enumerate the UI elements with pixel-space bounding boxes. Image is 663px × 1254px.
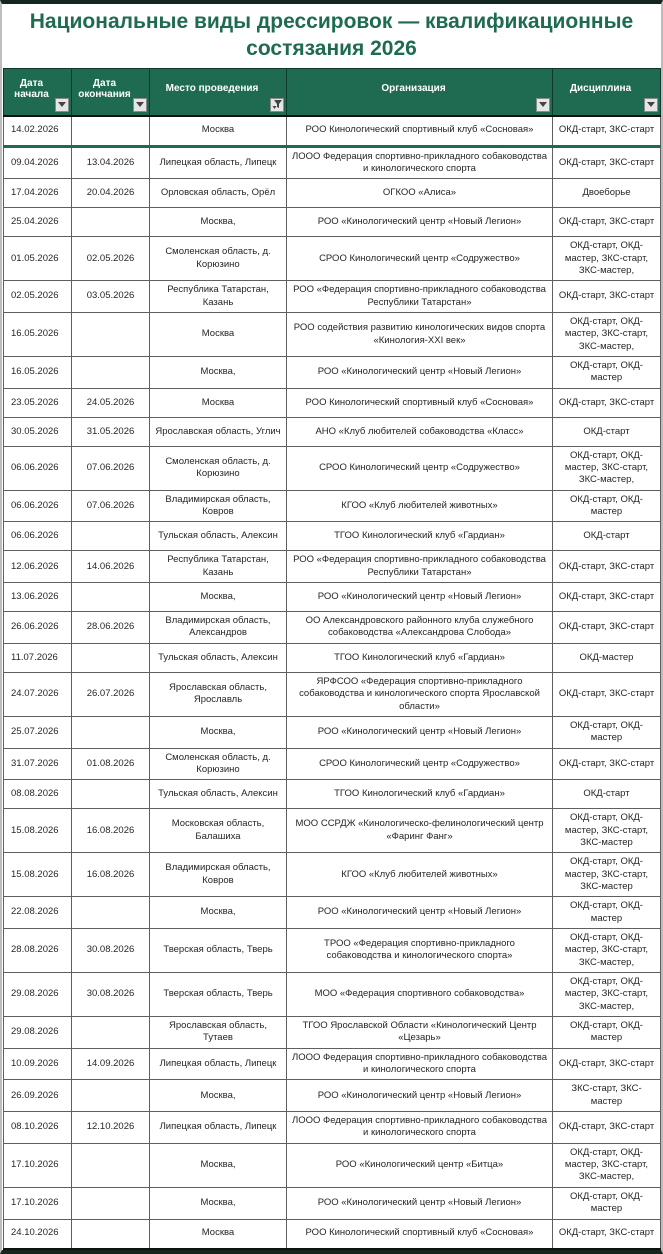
cell-organization[interactable]: ОГКОО «Алиса» [287,179,553,208]
table-row [4,146,661,179]
chevron-down-icon [539,102,547,107]
table-row [4,1112,661,1144]
cell-organization[interactable]: ТГОО Кинологический клуб «Гардиан» [287,643,553,672]
cell-discipline[interactable]: ОКД-старт, ОКД-мастер, ЗКС-старт, ЗКС-мастер [553,853,661,897]
cell-end-date[interactable] [72,357,150,389]
cell-end-date[interactable]: 02.05.2026 [72,237,150,281]
cell-end-date[interactable]: 30.08.2026 [72,973,150,1017]
table-row [4,417,661,446]
cell-start-date[interactable]: 09.04.2026 [4,146,72,179]
cell-start-date[interactable]: 08.10.2026 [4,1112,72,1144]
cell-discipline[interactable]: ОКД-старт, ОКД-мастер [553,357,661,389]
cell-discipline[interactable]: ОКД-мастер [553,643,661,672]
table-row [4,612,661,644]
cell-end-date[interactable] [72,716,150,748]
cell-organization[interactable]: СРОО Кинологический центр «Содружество» [287,446,553,490]
cell-end-date[interactable]: 16.08.2026 [72,853,150,897]
cell-organization[interactable]: ЛООО Федерация спортивно-прикладного собаководства и кинологического спорта [287,146,553,179]
cell-end-date[interactable]: 14.06.2026 [72,551,150,583]
cell-discipline[interactable]: ОКД-старт, ЗКС-старт [553,1048,661,1080]
cell-organization[interactable]: СРОО Кинологический центр «Содружество» [287,748,553,780]
funnel-icon [272,99,283,110]
cell-start-date[interactable]: 24.10.2026 [4,1219,72,1249]
cell-start-date[interactable]: 17.04.2026 [4,179,72,208]
cell-organization[interactable]: РОО Кинологический спортивный клуб «Сосновая» [287,116,553,147]
cell-start-date[interactable]: 10.09.2026 [4,1048,72,1080]
cell-organization[interactable]: ТГОО Кинологический клуб «Гардиан» [287,780,553,809]
cell-organization[interactable]: РОО «Кинологический центр «Новый Легион» [287,1187,553,1219]
table-row [4,357,661,389]
table-row [4,388,661,417]
cell-venue[interactable]: Москва, [150,357,287,389]
cell-start-date[interactable]: 17.10.2026 [4,1187,72,1219]
table-row [4,928,661,972]
cell-discipline[interactable]: ОКД-старт, ОКД-мастер, ЗКС-старт, ЗКС-мастер, [553,928,661,972]
cell-venue[interactable]: Москва, [150,897,287,929]
cell-organization[interactable]: КГОО «Клуб любителей животных» [287,853,553,897]
column-header-label: Дата начала [14,77,49,100]
cell-discipline[interactable]: ОКД-старт, ЗКС-старт [553,1112,661,1144]
cell-organization[interactable]: ОО Александровского районного клуба служебного собаководства «Александрова Слобода» [287,612,553,644]
cell-end-date[interactable] [72,1219,150,1249]
cell-start-date[interactable]: 15.08.2026 [4,853,72,897]
column-header-start-date [4,68,72,116]
cell-venue[interactable]: Липецкая область, Липецк [150,1112,287,1144]
cell-end-date[interactable] [72,1187,150,1219]
cell-discipline[interactable]: ОКД-старт, ЗКС-старт [553,748,661,780]
cell-organization[interactable]: РОО «Кинологический центр «Новый Легион» [287,208,553,237]
cell-end-date[interactable]: 07.06.2026 [72,446,150,490]
cell-discipline[interactable]: ОКД-старт, ЗКС-старт [553,388,661,417]
cell-start-date[interactable]: 25.07.2026 [4,716,72,748]
cell-organization[interactable]: АНО «Клуб любителей собаководства «Класс» [287,417,553,446]
cell-end-date[interactable]: 14.09.2026 [72,1048,150,1080]
cell-venue[interactable]: Орловская область, Орёл [150,179,287,208]
cell-organization[interactable]: РОО «Кинологический центр «Новый Легион» [287,357,553,389]
cell-venue[interactable]: Москва, [150,1187,287,1219]
cell-venue[interactable]: Республика Татарстан, Казань [150,281,287,313]
cell-venue[interactable]: Ярославская область, Углич [150,417,287,446]
cell-venue[interactable]: Тверская область, Тверь [150,973,287,1017]
column-header-label: Организация [381,83,446,95]
column-header-label: Дисциплина [569,83,632,95]
cell-discipline[interactable]: ОКД-старт, ОКД-мастер [553,1017,661,1049]
cell-end-date[interactable] [72,780,150,809]
cell-start-date[interactable]: 06.06.2026 [4,446,72,490]
cell-discipline[interactable]: ОКД-старт, ЗКС-старт [553,612,661,644]
cell-discipline[interactable]: ОКД-старт, ЗКС-старт [553,583,661,612]
table-row [4,116,661,147]
cell-end-date[interactable] [72,1080,150,1112]
cell-end-date[interactable] [72,1143,150,1187]
cell-end-date[interactable] [72,313,150,357]
cell-start-date[interactable]: 29.08.2026 [4,1017,72,1049]
cell-venue[interactable]: Москва [150,313,287,357]
cell-venue[interactable]: Тульская область, Алексин [150,643,287,672]
cell-end-date[interactable] [72,208,150,237]
cell-venue[interactable]: Владимирская область, Ковров [150,490,287,522]
cell-discipline[interactable]: ОКД-старт, ЗКС-старт [553,116,661,147]
cell-end-date[interactable]: 20.04.2026 [72,179,150,208]
table-row [4,446,661,490]
cell-organization[interactable]: ЯРФСОО «Федерация спортивно-прикладного собаководства и кинологического спорта Ярославской области» [287,672,553,716]
cell-venue[interactable]: Ярославская область, Ярославль [150,672,287,716]
cell-venue[interactable]: Смоленская область, д. Корюзино [150,748,287,780]
header-row [4,68,661,116]
cell-organization[interactable]: МОО «Федерация спортивного собаководства» [287,973,553,1017]
table-row [4,1048,661,1080]
cell-venue[interactable]: Тульская область, Алексин [150,522,287,551]
cell-venue[interactable]: Тверская область, Тверь [150,928,287,972]
cell-discipline[interactable]: ОКД-старт, ОКД-мастер [553,716,661,748]
cell-organization[interactable]: РОО Кинологический спортивный клуб «Сосновая» [287,1219,553,1249]
cell-start-date[interactable]: 16.05.2026 [4,313,72,357]
cell-organization[interactable]: ТРОО «Федерация спортивно-прикладного собаководства и кинологического спорта» [287,928,553,972]
cell-start-date[interactable]: 06.06.2026 [4,490,72,522]
cell-organization[interactable]: РОО Кинологический спортивный клуб «Сосновая» [287,388,553,417]
table-row [4,809,661,853]
cell-venue[interactable]: Республика Татарстан, Казань [150,551,287,583]
cell-venue[interactable]: Москва, [150,1080,287,1112]
table-row [4,1187,661,1219]
cell-start-date[interactable]: 31.07.2026 [4,748,72,780]
cell-discipline[interactable]: ОКД-старт, ОКД-мастер [553,490,661,522]
cell-discipline[interactable]: ОКД-старт, ЗКС-старт [553,551,661,583]
cell-discipline[interactable]: ОКД-старт [553,780,661,809]
table-row [4,1219,661,1249]
chevron-down-icon [58,102,66,107]
cell-venue[interactable]: Владимирская область, Александров [150,612,287,644]
cell-end-date[interactable]: 07.06.2026 [72,490,150,522]
filter-active-button[interactable] [270,98,284,112]
cell-organization[interactable]: РОО «Кинологический центр «Битца» [287,1143,553,1187]
cell-organization[interactable]: РОО содействия развитию кинологических видов спорта «Кинология-XXI век» [287,313,553,357]
cell-end-date[interactable] [72,897,150,929]
chevron-down-icon [136,102,144,107]
cell-organization[interactable]: ТГОО Кинологический клуб «Гардиан» [287,522,553,551]
table-row [4,643,661,672]
cell-start-date[interactable]: 17.10.2026 [4,1143,72,1187]
table-row [4,281,661,313]
cell-discipline[interactable]: ОКД-старт, ОКД-мастер, ЗКС-старт, ЗКС-мастер, [553,313,661,357]
cell-discipline[interactable]: ОКД-старт, ОКД-мастер, ЗКС-старт, ЗКС-мастер, [553,446,661,490]
cell-end-date[interactable] [72,643,150,672]
cell-organization[interactable]: РОО «Кинологический центр «Новый Легион» [287,716,553,748]
table-row [4,179,661,208]
cell-end-date[interactable]: 03.05.2026 [72,281,150,313]
cell-discipline[interactable]: ОКД-старт, ОКД-мастер, ЗКС-старт, ЗКС-мастер [553,809,661,853]
cell-venue[interactable]: Московская область, Балашиха [150,809,287,853]
cell-start-date[interactable]: 29.08.2026 [4,973,72,1017]
cell-start-date[interactable]: 22.08.2026 [4,897,72,929]
cell-venue[interactable]: Тульская область, Алексин [150,780,287,809]
cell-end-date[interactable] [72,116,150,147]
cell-start-date[interactable]: 26.09.2026 [4,1080,72,1112]
cell-discipline[interactable]: ОКД-старт, ЗКС-старт [553,672,661,716]
cell-end-date[interactable]: 24.05.2026 [72,388,150,417]
cell-start-date[interactable]: 13.06.2026 [4,583,72,612]
cell-start-date[interactable]: 28.08.2026 [4,928,72,972]
column-header-label: Дата окончания [78,77,131,100]
cell-end-date[interactable] [72,1017,150,1049]
cell-venue[interactable]: Липецкая область, Липецк [150,146,287,179]
cell-start-date[interactable]: 16.05.2026 [4,357,72,389]
cell-discipline[interactable]: ОКД-старт, ОКД-мастер, ЗКС-старт, ЗКС-мастер, [553,1143,661,1187]
cell-venue[interactable]: Ярославская область, Тутаев [150,1017,287,1049]
table-row [4,208,661,237]
cell-start-date[interactable]: 02.05.2026 [4,281,72,313]
cell-organization[interactable]: ЛООО Федерация спортивно-прикладного собаководства и кинологического спорта [287,1112,553,1144]
cell-venue[interactable]: Москва [150,116,287,147]
cell-venue[interactable]: Смоленская область, д. Корюзино [150,237,287,281]
cell-discipline[interactable]: ОКД-старт, ЗКС-старт [553,146,661,179]
cell-venue[interactable]: Владимирская область, Ковров [150,853,287,897]
cell-start-date[interactable]: 01.05.2026 [4,237,72,281]
cell-discipline[interactable]: ОКД-старт, ОКД-мастер, ЗКС-старт, ЗКС-мастер, [553,237,661,281]
table-row [4,237,661,281]
cell-start-date[interactable]: 14.02.2026 [4,116,72,147]
table-row [4,1017,661,1049]
cell-end-date[interactable]: 28.06.2026 [72,612,150,644]
cell-venue[interactable]: Липецкая область, Липецк [150,1048,287,1080]
cell-end-date[interactable]: 12.10.2026 [72,1112,150,1144]
cell-end-date[interactable] [72,522,150,551]
cell-end-date[interactable]: 01.08.2026 [72,748,150,780]
cell-end-date[interactable] [72,583,150,612]
table-row [4,522,661,551]
cell-organization[interactable]: РОО «Федерация спортивно-прикладного собаководства Республики Татарстан» [287,551,553,583]
cell-venue[interactable]: Москва, [150,208,287,237]
cell-discipline[interactable]: ОКД-старт [553,522,661,551]
cell-start-date[interactable]: 06.06.2026 [4,522,72,551]
column-header-label: Место проведения [165,83,259,95]
cell-venue[interactable]: Москва, [150,1143,287,1187]
cell-end-date[interactable]: 16.08.2026 [72,809,150,853]
cell-start-date[interactable]: 15.08.2026 [4,809,72,853]
table-row [4,1080,661,1112]
cell-venue[interactable]: Москва [150,388,287,417]
table-row [4,716,661,748]
cell-organization[interactable]: КГОО «Клуб любителей животных» [287,490,553,522]
cell-discipline[interactable]: ОКД-старт, ЗКС-старт [553,208,661,237]
table-row [4,780,661,809]
cell-end-date[interactable]: 13.04.2026 [72,146,150,179]
filter-dropdown-button[interactable] [133,98,147,112]
table-row [4,313,661,357]
cell-organization[interactable]: РОО «Кинологический центр «Новый Легион» [287,583,553,612]
cell-organization[interactable]: ТГОО Ярославской Области «Кинологический Центр «Цезарь» [287,1017,553,1049]
column-header-organization [287,68,553,116]
table-row [4,973,661,1017]
cell-discipline[interactable]: ОКД-старт, ЗКС-старт [553,281,661,313]
cell-organization[interactable]: МОО ССРДЖ «Кинологическо-фелинологический центр «Фаринг Фанг» [287,809,553,853]
cell-organization[interactable]: РОО «Кинологический центр «Новый Легион» [287,1080,553,1112]
column-header-end-date [72,68,150,116]
cell-venue[interactable]: Москва, [150,716,287,748]
cell-discipline[interactable]: ОКД-старт, ОКД-мастер, ЗКС-старт, ЗКС-мастер, [553,973,661,1017]
cell-start-date[interactable]: 30.05.2026 [4,417,72,446]
cell-start-date[interactable]: 12.06.2026 [4,551,72,583]
table-row [4,583,661,612]
cell-end-date[interactable]: 30.08.2026 [72,928,150,972]
filter-dropdown-button[interactable] [55,98,69,112]
cell-organization[interactable]: РОО «Федерация спортивно-прикладного собаководства Республики Татарстан» [287,281,553,313]
cell-start-date[interactable]: 23.05.2026 [4,388,72,417]
filter-dropdown-button[interactable] [536,98,550,112]
chevron-down-icon [647,102,655,107]
page-title: Национальные виды дрессировок — квалификационные состязания 2026 [29,10,634,61]
column-header-discipline [553,68,661,116]
table-row [4,853,661,897]
cell-organization[interactable]: СРОО Кинологический центр «Содружество» [287,237,553,281]
events-table [3,68,661,1250]
cell-discipline[interactable]: ОКД-старт, ЗКС-старт [553,1219,661,1249]
cell-venue[interactable]: Москва, [150,583,287,612]
table-row [4,897,661,929]
table-row [4,1143,661,1187]
column-header-venue [150,68,287,116]
table-row [4,551,661,583]
table-row [4,748,661,780]
cell-start-date[interactable]: 25.04.2026 [4,208,72,237]
cell-start-date[interactable]: 26.06.2026 [4,612,72,644]
cell-end-date[interactable]: 26.07.2026 [72,672,150,716]
table-row [4,490,661,522]
cell-start-date[interactable]: 11.07.2026 [4,643,72,672]
cell-discipline[interactable]: ОКД-старт, ОКД-мастер [553,897,661,929]
cell-organization[interactable]: ЛООО Федерация спортивно-прикладного собаководства и кинологического спорта [287,1048,553,1080]
cell-discipline[interactable]: ЗКС-старт, ЗКС-мастер [553,1080,661,1112]
cell-start-date[interactable]: 24.07.2026 [4,672,72,716]
cell-venue[interactable]: Москва [150,1219,287,1249]
cell-discipline[interactable]: ОКД-старт, ОКД-мастер [553,1187,661,1219]
cell-discipline[interactable]: Двоеборье [553,179,661,208]
cell-venue[interactable]: Смоленская область, д. Корюзино [150,446,287,490]
cell-start-date[interactable]: 08.08.2026 [4,780,72,809]
cell-end-date[interactable]: 31.05.2026 [72,417,150,446]
filter-dropdown-button[interactable] [644,98,658,112]
cell-organization[interactable]: РОО «Кинологический центр «Новый Легион» [287,897,553,929]
table-row [4,672,661,716]
cell-discipline[interactable]: ОКД-старт [553,417,661,446]
